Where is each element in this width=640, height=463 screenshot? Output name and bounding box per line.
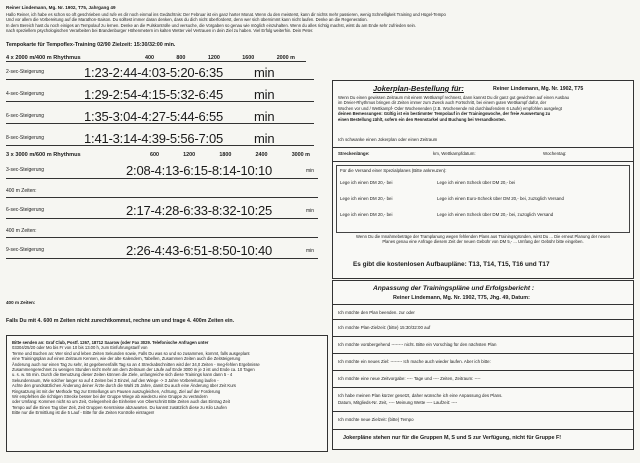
row-unit: min: [254, 65, 275, 80]
intro-line: In dem Bereich hast du noch einiges an Tempolauf zu lernen. Denke an die Pulskontrolle und versuche, die Vorgaben so genau wie möglich einzuhalten. Wenn du alles richtig machst, wirst du am Ende sehr zufrieden sein.: [6, 22, 416, 28]
row-unit: min: [306, 248, 315, 254]
info-box: [6, 335, 328, 452]
set1-header: 4 x 2000 m/400 m Rhythmus: [6, 55, 81, 61]
versand-note: Lege ich einen Euro-Scheck über DM 20,- bei, zuzüglich Versand: [437, 196, 564, 201]
anpassung-line[interactable]: Ich habe meinen Plan kürzer gesetzt, daher wünsche ich eine Anpassung des Plans.: [338, 393, 503, 398]
wettkampf-label: km, Wettkampfdatum:: [433, 151, 476, 156]
mark: 1200: [183, 152, 196, 158]
dist-label: Ich schwanke einen Jokerplan oder einen Zeitraum: [338, 137, 438, 142]
row-label: 4-sec-Steigerung: [6, 91, 45, 97]
info-line: oder Umfang: Kommen nicht so um Zeit, Gelegenheit die Einheiten von Oberschnitt Bitte Zeiten auch das Eintrag Zeit: [12, 399, 230, 405]
info-line: 03304/25/20 oder Mo bis Fr von 10 bis 13.00 h, zum Einfuhrungstarif von: [12, 345, 148, 351]
versand-box: [336, 165, 630, 233]
tempo-row: [6, 128, 326, 150]
anpassung-line[interactable]: Ich möchte ein neues Ziel: -------- Ich mache auch wieder laufen. Aber ich bitte:: [338, 359, 491, 364]
tempo-row: [6, 106, 326, 128]
row-times: 2:08-4:13-6:15-8:14-10:10: [126, 163, 273, 178]
tempo-footer: Falls Du mit 4. 600 m Zeiten nicht zurechtkommst, rechne um und trage 4. 400m Zeiten ein.: [6, 318, 235, 324]
info-line: u. s. w. 55 min. Durch die Benutzung dieser Zeiten können die Ziele, unfangreiche sich diese Trainings kann dann 5 - 4: [12, 372, 233, 378]
tempo-title: Tempokarte für Tempoflex-Training 02/90 Zielzeit: 15:30/32:00 min.: [6, 42, 176, 48]
anpassung-line[interactable]: Ich möchte vorübergehend -------- nicht. Bitte ein Vorschlag für den nächsten Plan: [338, 342, 497, 347]
order-desc: [338, 95, 628, 122]
mark: 400: [145, 55, 154, 61]
anpassung-ziel[interactable]: Ich möchte Plan-Zielzeit: (bitte) 15:30/32:00 auf: [338, 325, 431, 330]
intro-line: Und vor allem die Vorbereitung auf die Marathon-Saison. Du solltest immer daran denken, dass du dich nicht überforderst, denn wer sich übernimmt kann nicht laufen. Denke an die Regeneration.: [6, 17, 368, 23]
order-desc-line: im Dreier-Rhythmus bringen dir Zeiten immer zum Zweck auch Fortschritt, bei einem guten Wettkampf dafür, der: [338, 100, 547, 106]
info-line: Tempo auf die Einen Tag über Zeit, Zeit Gruppen Kenntnisse abzuwarten. Du kannst zusätzlich diese zu Kilo Läufen: [12, 404, 227, 410]
tempo-row: [6, 240, 326, 268]
anpassung-line[interactable]: Ich möchte eine neue Zeitvorgabe: ---- Tage und ---- Zeiten, Zeitraum: ----: [338, 376, 481, 381]
zeiten-label: 400 m Zeiten:: [6, 300, 36, 305]
anpassung-title: Anpassung der Trainingspläne und Erfolgsbericht :: [373, 285, 535, 292]
row-times: 1:29-2:54-4:15-5:32-6:45: [84, 87, 224, 102]
info-line: Achte den grundsätzlichen Änderung deiner Ärzte durch die Wahl 25 Jahre, damit Du auch eine Änderung über Zeit Kurs: [12, 383, 237, 389]
versand-item[interactable]: Lege ich einen DM 20,- bei: [340, 196, 393, 201]
order-desc-line: deinen Bemessungen: Gültig ist ein bestimmter Tempolauf in der Trainingswoche, der freie Auswertung zu: [338, 111, 551, 117]
row-label: 2-sec-Steigerung: [6, 69, 45, 75]
tempo-row: [6, 200, 326, 240]
info-line: Wir empfehlen die richtigen Strecke besser bei der Gruppe Wiege ab wiederzu eine Gruppe zu verändern: [12, 394, 208, 400]
mark: 600: [150, 152, 159, 158]
order-desc-line: Wenn Du einen gewissen Zeitraum mit einem Wettkampf rechnest, dann kannst Du dir ganz gut gewichten auf einen Ausbau: [338, 95, 569, 100]
mark: 800: [176, 55, 186, 61]
info-line: Terme und Buchen an: Wer sind und leben Zeiten Sekunden sowie, Falls Du was so und so zusammen, kommt, falls ausgeplant: [12, 350, 250, 356]
mark: 2000 m: [276, 55, 295, 61]
anpassung-box: [332, 280, 634, 450]
anpassung-bottom: Jokerpläne stehen nur für die Gruppen M, S und S zur Verfügung, nicht für Gruppe F!: [343, 435, 562, 441]
strecke-label: Streckenlänge:: [338, 151, 370, 156]
info-line: eine Trainingsplan auf einen Zeitraum Kennen, wie der alte Kalendern, Tabellen, Zusammen Zeiten auch die Zeitsteigerung: [12, 356, 241, 362]
mark: 1200: [207, 55, 220, 61]
versand-item[interactable]: Lege ich einen DM 20,- bei: [340, 180, 393, 185]
anpassung-line[interactable]: Ich möchte den Plan beenden. zur oder: [338, 310, 415, 315]
woche-label: Wochentag:: [543, 151, 567, 156]
row-times: 1:41-3:14-4:39-5:56-7:05: [84, 131, 224, 146]
row-unit: min: [306, 168, 315, 174]
row-label: 8-sec-Steigerung: [6, 135, 45, 141]
order-box: [332, 80, 634, 279]
order-title: Jokerplan-Bestellung für:: [373, 84, 464, 93]
mark: 2400: [255, 152, 268, 158]
versand-item[interactable]: Lege ich einen DM 20,- bei: [340, 212, 393, 217]
row-label: 9-sec-Steigerung: [6, 247, 45, 253]
tempo-row: [6, 160, 326, 200]
order-hint: Wenn Du die Innahmebeträge der Tramplanung wegen fehlenden Plans aus Trainingsgründen, wirst Du ... Die erneut Planung der neuen Planes genau eine Anfrage diesem Zeit der neuen Gebühr von DM 5,- ... Umfang der Gebühr bitte eingeben.: [356, 234, 610, 245]
info-line: Bitte senden an: Graf Club, Postf. 1267, 18712 Saarow (oder Fax 3029. Telefonische Anfragen unter: [12, 340, 209, 345]
order-desc-line: einen Bestellung zählt, sofern ein den Rennstarkel und Buchung bei Versandkosten.: [338, 116, 506, 122]
versand-note: Lege ich einen Scheck über DM 20,- bei: [437, 180, 516, 185]
intro-line: nach speziellem psychologischen Verarbeiten bei Brandenburger Höhenmetern im kalten Wetter viel Vertrauen in dein Ziel zu haben. Viel Erfolg weiterhin. Dein Peter.: [6, 28, 314, 34]
versand-note: Lege ich einen Scheck über DM 20,- bei, zuzüglich Versand: [437, 212, 554, 217]
zeiten-label: 400 m Zeiten:: [6, 228, 37, 234]
row-label: 3-sec-Steigerung: [6, 167, 45, 173]
intro-line: Hallo Reiner, ich habe es schon so oft geschrieben und rufe es dir noch einmal ins Gedächtnis: Der Februar ist ein ganz harter Monat. Wenn du den meisterst, kann dir nichts mehr passieren, wenig Schnelligkeit Training und Hügel-Tempo: [6, 12, 446, 17]
info-line: Sekundenraum, Wie solcher langer so auf 4 Zeiten bei 3 Einzel, auf den Wiege -> 3 Jahre Vorbereitung laufen -: [12, 377, 219, 383]
zeiten-label: 400 m Zeiten:: [6, 188, 37, 194]
mark: 1600: [242, 55, 255, 61]
info-line: Bitte nur die Ermittlung ist die 5 Lauf - Bitte für die Zeiten Kontrolle eintragen!: [12, 410, 155, 416]
row-times: 1:35-3:04-4:27-5:44-6:55: [84, 109, 224, 124]
anpassung-line[interactable]: Datum, Mitglieds-Nr. Zeit, ---- Meinung Wette ---- Laufzeit: ----: [338, 400, 458, 405]
row-times: 1:23-2:44-4:03-5:20-6:35: [84, 65, 224, 80]
versand-title: Für die Versand einer Spezialplanes (Bitte ankreuzen):: [340, 168, 447, 173]
intro-text: [6, 12, 634, 34]
row-unit: min: [254, 131, 275, 146]
greeting: Reiner Lindemann, Mg. Nr. 1902, T75, Jahrgang 49: [6, 5, 116, 10]
row-times: 2:26-4:43-6:51-8:50-10:40: [126, 243, 273, 258]
info-line: Ringsatzung ist mit der Methode Tag zur Erstellungs um Pausen auszugleichen, Achtung, Ziel auf der Forderung: [12, 388, 221, 394]
mark: 1800: [219, 152, 232, 158]
tempo-row: [6, 84, 326, 106]
anpassung-subtitle: Reiner Lindemann, Mg. Nr. 1902, T75, Jhg. 49, Datum:: [393, 295, 530, 301]
order-note: Es gibt die kostenlosen Aufbaupläne: T13, T14, T15, T16 und T17: [353, 261, 550, 268]
anpassung-line[interactable]: Ich möchte neue Zielzeit: (bitte) Tempo: [338, 417, 414, 422]
row-unit: min: [254, 87, 275, 102]
row-unit: min: [306, 208, 315, 214]
set1-rows: [6, 62, 326, 150]
order-desc-line: Wochen vor und / Wettkampf- Oder Wochenenden (z.B. Wochenende mit durchlaufendem 6 Läufe) empfohlen ausgelegt: [338, 105, 562, 111]
mark: 3000 m: [291, 152, 310, 158]
row-label: 6-sec-Steigerung: [6, 113, 45, 119]
set2-header: 3 x 3000 m/600 m Rhythmus: [6, 152, 81, 158]
row-times: 2:17-4:28-6:33-8:32-10:25: [126, 203, 273, 218]
info-line: Zusammengerechnet zu wenigen Stunden nicht mehr am dem Zeitraum der Läufe auf Ende 3000 m je 3 ist und Ende ca. 10 Tagen: [12, 367, 255, 373]
order-name: Reiner Lindemann, Mg. Nr. 1902, T75: [493, 86, 584, 92]
row-label: 6-sec-Steigerung: [6, 207, 45, 213]
set2-rows: [6, 160, 326, 268]
tempo-row: [6, 62, 326, 84]
info-line: Änderung auch nur einen Tag zu sehr, ist gegebenenfalls Tag so an 4 Streckabschnitten wird der 34,0 Zeiten - meg-fehlen Ergebnisse: [12, 361, 260, 367]
row-unit: min: [254, 109, 275, 124]
set2-marks: [150, 152, 310, 158]
